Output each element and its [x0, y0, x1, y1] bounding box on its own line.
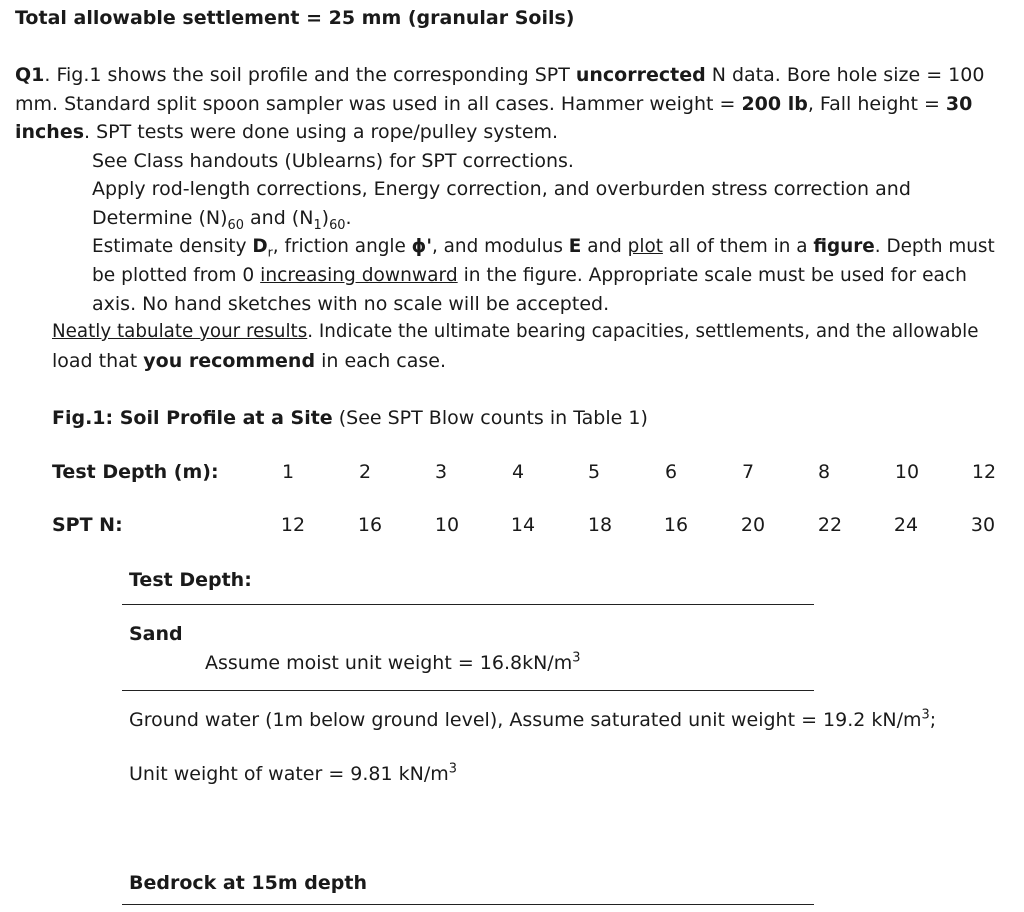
spt-value: 14 — [510, 514, 536, 536]
q-text: Determine (N) — [92, 207, 228, 229]
water-unit-weight — [129, 763, 457, 786]
question-line-7 — [92, 236, 995, 258]
question-label: Q1 — [15, 64, 45, 86]
q-text: in the figure. Appropriate scale must be used for each — [457, 265, 967, 286]
sand-label: Sand — [129, 623, 183, 645]
water-table-line — [122, 690, 814, 691]
question-line-10 — [52, 321, 978, 343]
q-text: N data. Bore hole size = 100 — [705, 64, 985, 86]
q-text: . — [345, 207, 352, 229]
question-line-3 — [15, 121, 558, 144]
header-title: Total allowable settlement = 25 mm (granular Soils) — [15, 7, 575, 29]
gw-sup: 3 — [921, 707, 930, 723]
q-text: and — [581, 236, 628, 257]
moist-sup: 3 — [572, 650, 581, 666]
bedrock-label: Bedrock at 15m depth — [129, 872, 367, 894]
q-emphasis: ϕ' — [411, 236, 432, 257]
question-line-4: See Class handouts (Ublearns) for SPT corrections. — [92, 150, 574, 172]
gw-text: ; — [929, 709, 937, 731]
depth-value: 2 — [358, 461, 372, 483]
q-text: mm. Standard split spoon sampler was used in all cases. Hammer weight = — [15, 93, 742, 115]
q-underlined: increasing downward — [260, 265, 458, 286]
depth-value: 7 — [741, 461, 755, 483]
q-sub: r — [267, 244, 273, 260]
q-emphasis: 30 — [945, 93, 973, 115]
groundwater-note — [129, 709, 936, 732]
q-text: ) — [321, 207, 330, 229]
q-emphasis: you recommend — [143, 350, 316, 372]
figure-title-bold: Fig.1: Soil Profile at a Site — [52, 407, 333, 429]
q-emphasis: 200 lb — [741, 93, 808, 115]
depth-value: 6 — [664, 461, 678, 483]
depth-value: 1 — [281, 461, 295, 483]
spt-value: 12 — [280, 514, 306, 536]
gw-text: Ground water (1m below ground level), Assume saturated unit weight = 19.2 kN/m — [129, 709, 922, 731]
question-line-6 — [92, 207, 352, 233]
question-line-2 — [15, 93, 972, 116]
profile-test-depth-label: Test Depth: — [129, 569, 252, 591]
q-text: . Indicate the ultimate bearing capacities, settlements, and the allowable — [307, 321, 979, 342]
q-sub: 60 — [329, 217, 346, 233]
spt-value: 20 — [740, 514, 766, 536]
water-sup: 3 — [448, 761, 457, 777]
ground-surface-line — [122, 604, 814, 605]
moist-unit-weight — [205, 652, 580, 675]
q-text: . Fig.1 shows the soil profile and the corresponding SPT — [44, 64, 576, 86]
test-depth-label: Test Depth (m): — [52, 461, 219, 483]
q-text: . SPT tests were done using a rope/pulley system. — [84, 121, 559, 143]
spt-value: 24 — [893, 514, 919, 536]
q-text: be plotted from 0 — [92, 265, 261, 286]
bedrock-line — [122, 904, 814, 905]
spt-value: 18 — [587, 514, 613, 536]
figure-title-rest: (See SPT Blow counts in Table 1) — [332, 407, 648, 429]
q-text: and (N — [243, 207, 314, 229]
question-line-1 — [15, 64, 984, 87]
depth-value: 8 — [817, 461, 831, 483]
q-text: . Depth must — [874, 236, 995, 257]
question-line-8 — [92, 265, 967, 287]
q-text: in each case. — [315, 350, 447, 372]
q-text: , and modulus — [431, 236, 569, 257]
q-emphasis: uncorrected — [575, 64, 706, 86]
q-text: all of them in a — [662, 236, 814, 257]
moist-text: Assume moist unit weight = 16.8kN/m — [205, 652, 573, 674]
depth-value: 5 — [587, 461, 601, 483]
depth-value: 4 — [511, 461, 525, 483]
spt-value: 30 — [970, 514, 996, 536]
q-sub: 60 — [227, 217, 244, 233]
water-text: Unit weight of water = 9.81 kN/m — [129, 763, 449, 785]
question-line-5: Apply rod-length corrections, Energy correction, and overburden stress correction and — [92, 178, 911, 200]
spt-label: SPT N: — [52, 514, 123, 536]
spt-value: 16 — [357, 514, 383, 536]
question-line-11 — [52, 350, 446, 373]
q-underlined: Neatly tabulate your results — [52, 321, 308, 342]
depth-value: 10 — [894, 461, 920, 483]
q-text: , Fall height = — [807, 93, 946, 115]
spt-value: 22 — [817, 514, 843, 536]
q-emphasis: D — [252, 236, 268, 257]
spt-value: 10 — [434, 514, 460, 536]
q-text: Estimate density — [92, 236, 253, 257]
depth-value: 3 — [434, 461, 448, 483]
q-emphasis: figure — [813, 236, 875, 257]
q-text: load that — [52, 350, 144, 372]
depth-value: 12 — [971, 461, 997, 483]
question-line-9: axis. No hand sketches with no scale will be accepted. — [92, 293, 610, 315]
q-underlined: plot — [627, 236, 663, 257]
q-emphasis: E — [568, 236, 582, 257]
spt-value: 16 — [663, 514, 689, 536]
figure-title — [52, 407, 648, 430]
q-text: , friction angle — [272, 236, 412, 257]
q-sub: 1 — [313, 217, 322, 233]
q-emphasis: inches — [15, 121, 85, 143]
